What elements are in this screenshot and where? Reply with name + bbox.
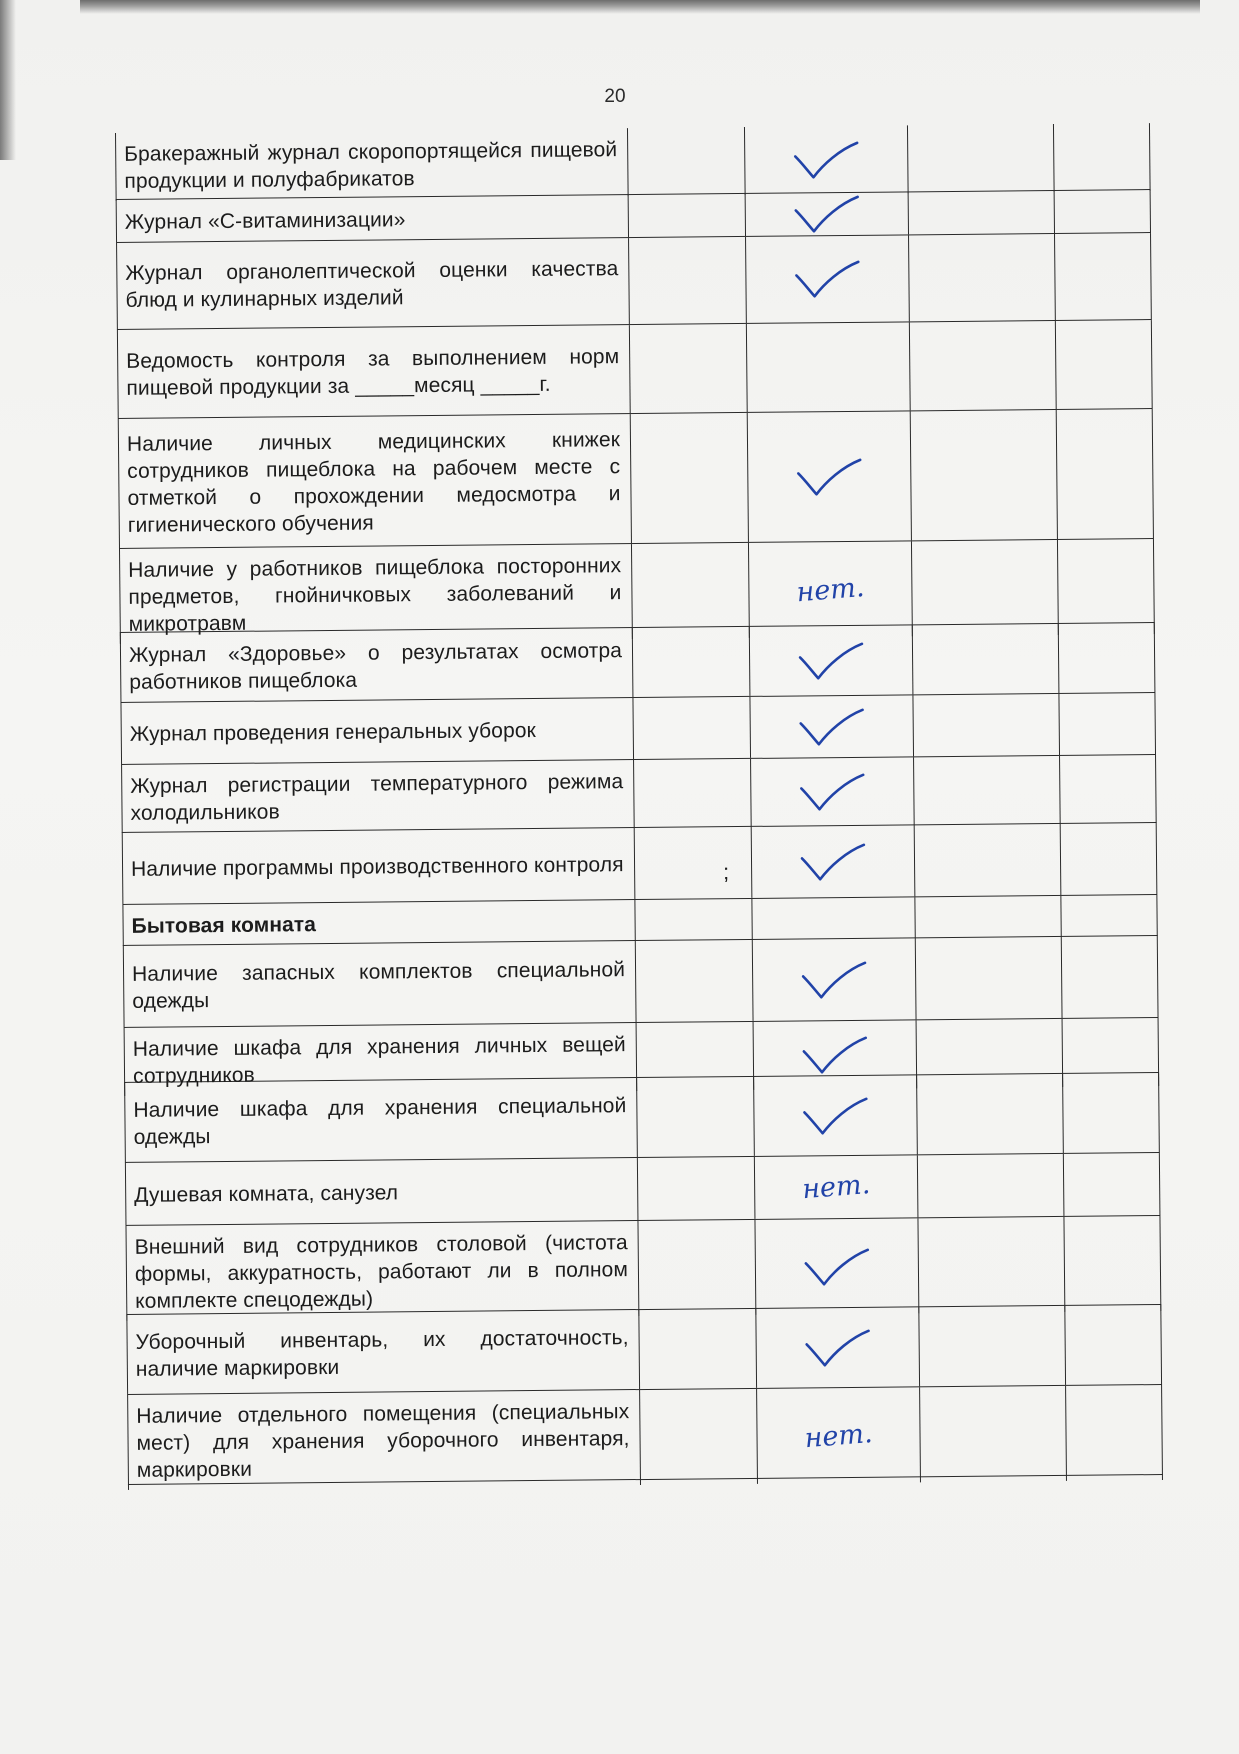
table-row <box>126 1305 1162 1395</box>
item-text: Наличие отдельного помещения (специальных мест) для хранения уборочного инвентаря, маркировки <box>136 1400 630 1482</box>
item-text: Журнал «Здоровье» о результатах осмотра работников пищеблока <box>128 638 623 694</box>
item-text: Журнал проведения генеральных уборок <box>129 718 536 746</box>
column-2-cell <box>640 1389 758 1485</box>
column-4-cell <box>917 1074 1064 1154</box>
checkmark-icon <box>791 140 861 181</box>
column-2-cell <box>639 1309 757 1389</box>
item-description <box>124 1078 638 1162</box>
item-text: Наличие запасных комплектов специальной одежды <box>131 957 626 1013</box>
column-5-cell <box>1056 320 1153 409</box>
table-row <box>116 233 1152 330</box>
checkmark-icon <box>800 1035 870 1076</box>
column-5-cell <box>1057 409 1154 539</box>
item-description <box>126 1310 640 1394</box>
table-row <box>123 936 1159 1028</box>
checkmark-icon <box>798 841 868 882</box>
column-2-cell <box>635 827 753 899</box>
column-2-cell <box>631 413 749 543</box>
table-row <box>120 623 1156 703</box>
item-description <box>115 128 629 201</box>
column-5-cell <box>1059 693 1156 755</box>
item-text: Наличие у работников пищеблока посторонних предметов, гнойничковых заболеваний и микротравм <box>128 554 622 636</box>
table-row <box>125 1153 1161 1226</box>
column-5-cell <box>1064 1153 1161 1216</box>
checkmark-icon <box>797 772 867 813</box>
checkmark-icon <box>802 1246 872 1287</box>
item-text: Наличие программы производственного контроля <box>130 853 624 881</box>
column-4-cell <box>908 124 1055 193</box>
mark-cell <box>752 825 916 898</box>
column-2-cell <box>633 697 751 759</box>
column-5-cell <box>1066 1385 1163 1481</box>
table-row <box>115 123 1151 200</box>
column-5-cell <box>1054 123 1151 192</box>
table-row <box>118 409 1154 549</box>
handwritten-note: нет. <box>803 1417 874 1454</box>
table-row <box>124 1073 1160 1163</box>
column-5-cell <box>1064 1216 1161 1312</box>
column-2-cell <box>638 1157 756 1220</box>
column-4-cell <box>914 756 1061 825</box>
item-text: Журнал регистрации температурного режима холодильников <box>130 770 624 825</box>
mark-cell <box>750 695 914 758</box>
item-text: Наличие шкафа для хранения личных вещей сотрудников <box>132 1033 626 1088</box>
mark-cell <box>754 1075 918 1156</box>
column-4-cell <box>919 1306 1066 1386</box>
column-5-cell <box>1058 539 1155 635</box>
item-description <box>117 325 631 418</box>
column-4-cell <box>918 1154 1065 1217</box>
item-description <box>120 628 634 702</box>
item-text: Наличие шкафа для хранения специальной одежды <box>133 1093 627 1149</box>
column-5-cell <box>1059 623 1156 693</box>
column-2-cell <box>629 194 746 237</box>
column-4-cell <box>909 234 1056 321</box>
mark-cell <box>745 125 909 195</box>
item-description <box>116 238 630 329</box>
checkmark-icon <box>792 194 862 235</box>
column-4-cell <box>918 1217 1065 1313</box>
item-description <box>127 1390 641 1490</box>
table-row <box>121 755 1157 833</box>
checkmark-icon <box>803 1327 873 1368</box>
column-5-cell <box>1061 895 1157 937</box>
column-4-cell <box>920 1386 1067 1482</box>
checkmark-icon <box>797 706 867 747</box>
item-description <box>122 828 636 904</box>
table-row <box>117 320 1153 419</box>
column-2-cell <box>633 627 751 697</box>
page-number: 20 <box>604 86 626 107</box>
item-description <box>123 941 637 1027</box>
column-2-cell <box>636 940 754 1022</box>
column-4-cell <box>915 824 1062 896</box>
mark-cell <box>756 1307 920 1388</box>
column-4-cell <box>911 410 1058 540</box>
mark-cell <box>757 1387 921 1484</box>
column-4-cell <box>915 896 1061 938</box>
checkmark-icon <box>800 1095 870 1136</box>
mark-cell <box>752 897 915 940</box>
handwritten-note: нет. <box>801 1168 872 1206</box>
item-description <box>118 414 632 548</box>
mark-cell <box>755 1218 919 1315</box>
item-text: Журнал «С-витаминизации» <box>124 207 406 234</box>
column-4-cell <box>913 624 1060 694</box>
column-2-cell <box>638 1220 756 1316</box>
section-title <box>122 900 635 946</box>
item-description <box>120 698 634 764</box>
column-5-cell <box>1063 1073 1160 1153</box>
table-row <box>122 823 1158 905</box>
column-4-cell <box>912 540 1059 636</box>
mark-cell <box>755 1155 919 1219</box>
column-2-cell <box>632 543 750 639</box>
item-text: Внешний вид сотрудников столовой (чистота формы, аккуратность, работают ли в полном комплекте спецодежды) <box>134 1231 629 1313</box>
column-4-cell <box>910 321 1057 410</box>
column-4-cell <box>913 694 1060 756</box>
column-5-cell <box>1055 233 1152 320</box>
table-row <box>124 1018 1159 1088</box>
scan-left-edge <box>0 0 16 160</box>
column-2-cell <box>629 237 747 324</box>
mark-cell <box>750 625 914 696</box>
mark-cell <box>748 411 912 542</box>
checkmark-icon <box>799 959 869 1000</box>
mark-cell <box>747 322 911 412</box>
table-row <box>127 1385 1163 1485</box>
item-description <box>116 195 629 242</box>
handwritten-note: нет. <box>795 571 866 608</box>
table-row <box>120 693 1156 765</box>
column-5-cell <box>1060 755 1157 824</box>
column-5-cell <box>1062 936 1159 1018</box>
stray-mark: ; <box>722 859 730 885</box>
column-5-cell <box>1065 1305 1162 1385</box>
item-text: Душевая комната, санузел <box>134 1180 399 1207</box>
table-row <box>119 539 1155 636</box>
column-2-cell <box>628 127 746 196</box>
column-4-cell <box>909 191 1055 234</box>
checklist-table <box>115 123 1165 1659</box>
mark-cell <box>753 938 917 1021</box>
column-2-cell <box>637 1077 755 1157</box>
item-text: Ведомость контроля за выполнением норм пищевой продукции за _____месяц _____г. <box>126 345 620 400</box>
mark-cell <box>746 235 910 323</box>
mark-cell <box>746 192 909 236</box>
column-4-cell <box>916 937 1063 1019</box>
column-2-cell <box>630 324 748 413</box>
checkmark-icon <box>792 259 862 300</box>
column-5-cell <box>1061 823 1158 895</box>
mark-cell <box>749 541 913 638</box>
column-5-cell <box>1055 190 1151 233</box>
item-description <box>121 760 635 833</box>
mark-cell <box>751 757 915 827</box>
item-text: Наличие личных медицинских книжек сотрудников пищеблока на рабочем месте с отметкой о прохождении медосмотра и гигиенического обучения <box>126 427 621 537</box>
item-text: Бракеражный журнал скоропортящейся пищевой продукции и полуфабрикатов <box>124 138 618 193</box>
column-2-cell <box>635 899 752 941</box>
table-row <box>125 1216 1161 1315</box>
item-text: Бытовая комната <box>131 913 317 938</box>
item-text: Уборочный инвентарь, их достаточность, наличие маркировки <box>135 1325 629 1381</box>
scan-top-edge <box>80 0 1200 14</box>
checkmark-icon <box>796 640 866 681</box>
item-text: Журнал органолептической оценки качества блюд и кулинарных изделий <box>125 257 619 312</box>
column-2-cell <box>634 759 752 828</box>
item-description <box>125 1221 639 1321</box>
item-description <box>125 1158 639 1225</box>
checkmark-icon <box>794 456 864 497</box>
